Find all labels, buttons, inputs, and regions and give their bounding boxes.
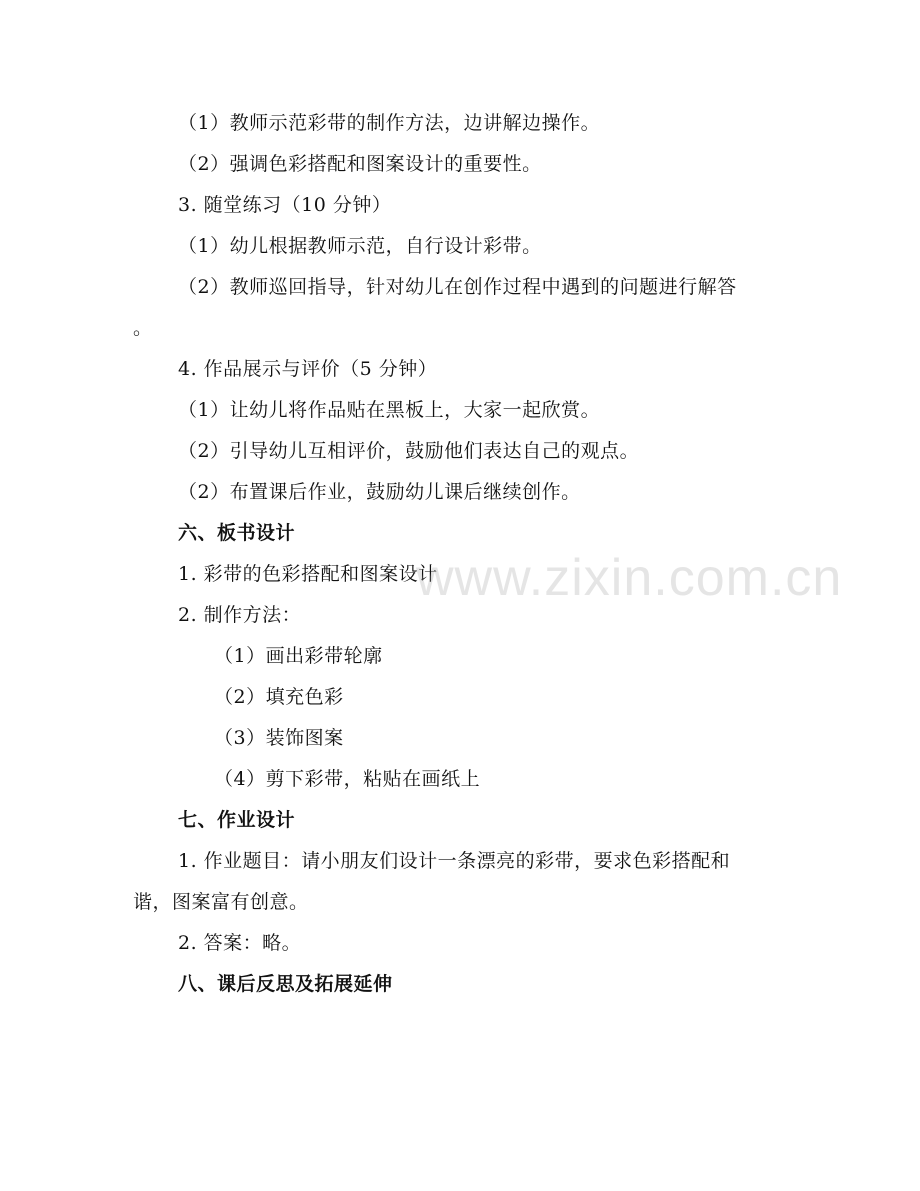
body-line: 3. 随堂练习（10 分钟）	[178, 194, 392, 216]
body-line: （2）强调色彩搭配和图案设计的重要性。	[178, 153, 542, 175]
body-line: （2）布置课后作业，鼓励幼儿课后继续创作。	[178, 481, 581, 503]
section6-item: 2. 制作方法：	[178, 604, 302, 626]
body-line: （2）教师巡回指导，针对幼儿在创作过程中遇到的问题进行解答	[178, 276, 737, 298]
section7-item2: 2. 答案：略。	[178, 932, 302, 954]
section-heading-7: 七、作业设计	[178, 809, 296, 831]
body-line: （1）让幼儿将作品贴在黑板上，大家一起欣赏。	[178, 399, 601, 421]
section7-item1: 1. 作业题目：请小朋友们设计一条漂亮的彩带，要求色彩搭配和	[178, 850, 731, 872]
section6-sub-item: （1）画出彩带轮廓	[214, 645, 383, 667]
section6-sub-item: （4）剪下彩带，粘贴在画纸上	[214, 768, 481, 790]
watermark: www.zixin.com.cn	[416, 549, 843, 607]
body-line: （1）幼儿根据教师示范，自行设计彩带。	[178, 235, 542, 257]
body-line: （1）教师示范彩带的制作方法，边讲解边操作。	[178, 112, 601, 134]
body-line: （2）引导幼儿互相评价，鼓励他们表达自己的观点。	[178, 440, 640, 462]
section-heading-8: 八、课后反思及拓展延伸	[178, 973, 393, 995]
section-heading-6: 六、板书设计	[178, 522, 296, 544]
body-line: 。	[133, 317, 153, 339]
section6-sub-item: （3）装饰图案	[214, 727, 344, 749]
section7-item1-cont: 谐，图案富有创意。	[133, 891, 309, 913]
body-line: 4. 作品展示与评价（5 分钟）	[178, 358, 438, 380]
section6-sub-item: （2）填充色彩	[214, 686, 344, 708]
section6-item: 1. 彩带的色彩搭配和图案设计	[178, 563, 438, 585]
